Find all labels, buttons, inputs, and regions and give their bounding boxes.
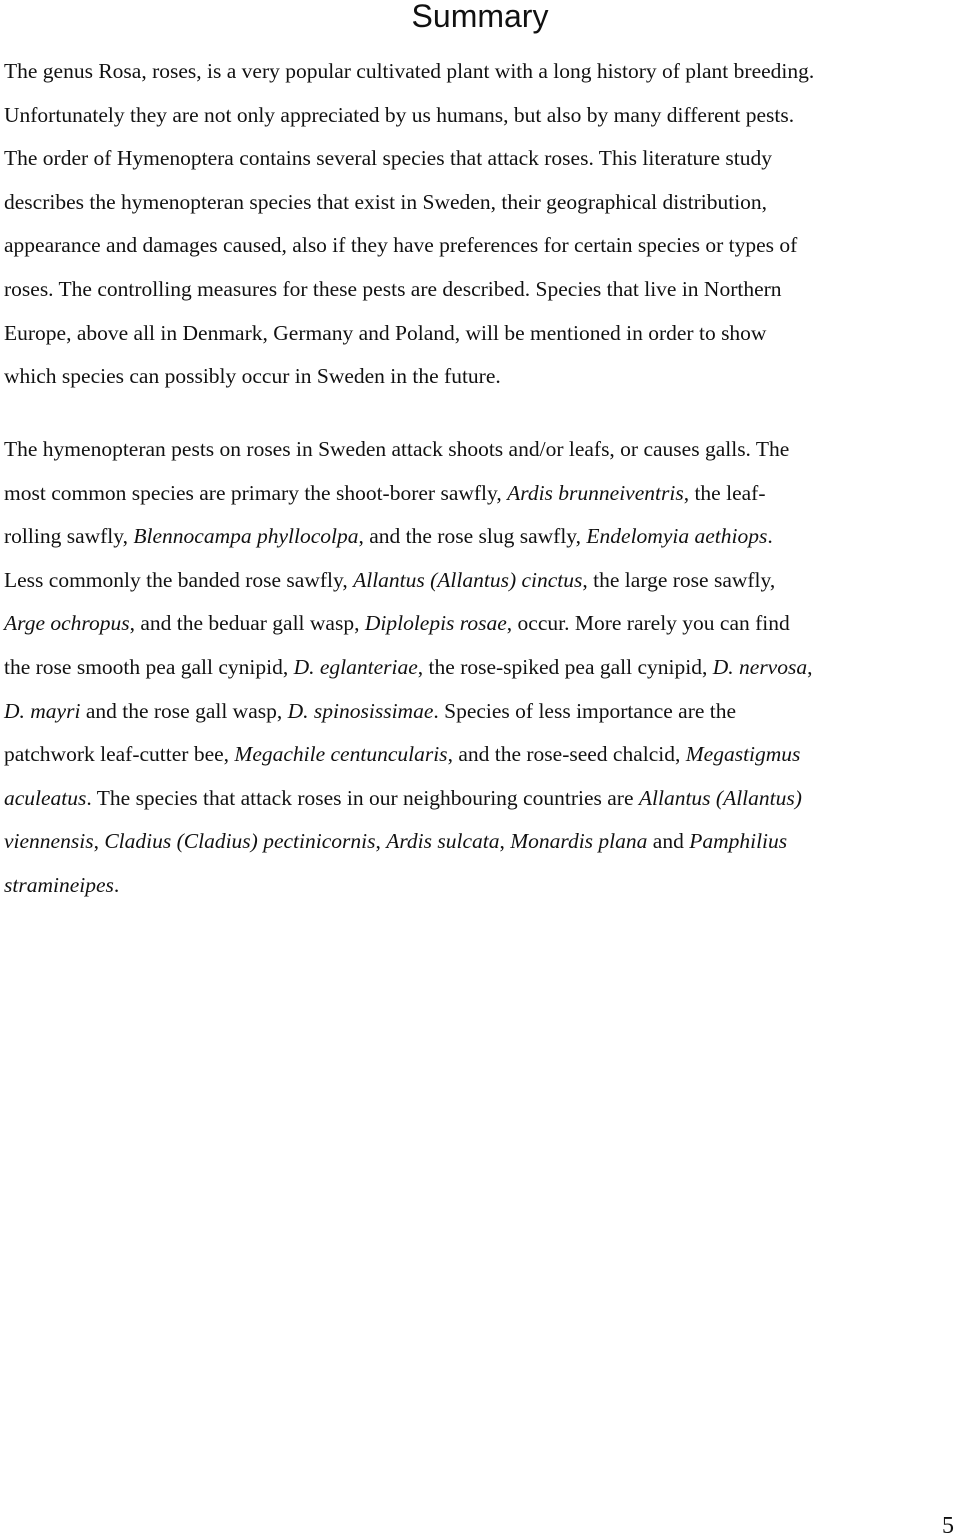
text-run: the rose smooth pea gall cynipid, (4, 654, 294, 679)
text-line (4, 602, 958, 646)
text-run: , and the rose-seed chalcid, (447, 742, 686, 767)
text-run: , and the beduar gall wasp, (129, 611, 365, 636)
text-run: The genus Rosa, roses, is a very popular cultivated plant with a long history of plant breeding. (4, 59, 815, 83)
species-name: aculeatus (4, 785, 87, 810)
text-run: , the large rose sawfly, (582, 567, 776, 592)
text-line (4, 777, 958, 821)
text-line (4, 559, 958, 603)
text-line (4, 733, 958, 777)
species-name: Monardis plana (510, 829, 648, 854)
text-line (4, 268, 958, 312)
species-name: D. eglanteriae (293, 654, 418, 679)
text-run: Less commonly the banded rose sawfly, (4, 567, 354, 592)
text-run: The order of Hymenoptera contains several species that attack roses. This literature study (4, 146, 772, 171)
species-name: Megastigmus (685, 742, 801, 767)
species-name: Allantus (Allantus) cinctus (353, 567, 583, 592)
text-line (4, 181, 958, 225)
species-name: D. nervosa (712, 654, 808, 679)
text-line (4, 472, 958, 516)
species-name: Blennocampa phyllocolpa (133, 524, 359, 549)
paragraph-introduction (4, 50, 958, 399)
text-run: , the leaf- (683, 480, 766, 505)
species-name: viennensis (4, 829, 94, 854)
species-name: Arge ochropus (4, 611, 130, 636)
text-run: roses. The controlling measures for these pests are described. Species that live in Northern (4, 276, 782, 301)
text-run: , occur. More rarely you can find (506, 611, 790, 636)
page-number: 5 (942, 1513, 954, 1539)
text-run: Europe, above all in Denmark, Germany and Poland, will be mentioned in order to show (4, 320, 767, 345)
text-run: most common species are primary the shoot-borer sawfly, (4, 480, 508, 505)
text-run: and (647, 829, 690, 854)
text-line (4, 50, 958, 94)
species-name: stramineipes (4, 872, 114, 897)
text-line (4, 137, 958, 181)
text-run: appearance and damages caused, also if they have preferences for certain species or types of (4, 233, 798, 258)
species-name: Pamphilius (689, 829, 788, 854)
text-line (4, 428, 958, 472)
text-run: The hymenopteran pests on roses in Sweden attack shoots and/or leafs, or causes galls. The (4, 437, 790, 461)
species-name: Diplolepis rosae (364, 611, 507, 636)
paragraph-pest-species (4, 428, 958, 908)
text-line (4, 646, 958, 690)
text-run: , (499, 829, 511, 854)
species-name: Megachile centuncularis (234, 742, 448, 767)
text-run: patchwork leaf-cutter bee, (4, 742, 235, 767)
text-line (4, 355, 958, 399)
text-run: , the rose-spiked pea gall cynipid, (417, 654, 713, 679)
text-run: and the rose gall wasp, (80, 698, 288, 723)
species-name: D. mayri (4, 698, 81, 723)
species-name: Cladius (Cladius) pectinicornis (104, 829, 376, 854)
text-run: . (767, 524, 773, 549)
text-run: Unfortunately they are not only appreciated by us humans, but also by many different pests. (4, 102, 795, 127)
text-run: , and the rose slug sawfly, (358, 524, 587, 549)
species-name: Ardis brunneiventris (507, 480, 684, 505)
text-run: which species can possibly occur in Sweden in the future. (4, 364, 501, 389)
species-name: Ardis sulcata (386, 829, 500, 854)
text-run: . Species of less importance are the (433, 698, 737, 723)
text-run: , (93, 829, 105, 854)
text-line (4, 312, 958, 356)
text-line (4, 515, 958, 559)
text-run: , (807, 654, 813, 679)
page-title: Summary (411, 0, 549, 34)
text-run: rolling sawfly, (4, 524, 134, 549)
text-run: . (113, 872, 120, 897)
species-name: D. spinosissimae (287, 698, 434, 723)
text-line (4, 820, 958, 864)
text-line (4, 864, 958, 908)
text-run: describes the hymenopteran species that exist in Sweden, their geographical distribution, (4, 189, 768, 214)
text-line (4, 94, 958, 138)
text-line (4, 224, 958, 268)
species-name: Endelomyia aethiops (586, 524, 768, 549)
text-line (4, 690, 958, 734)
text-run: , (375, 829, 387, 854)
species-name: Allantus (Allantus) (638, 785, 802, 810)
text-run: . The species that attack roses in our neighbouring countries are (86, 785, 639, 810)
